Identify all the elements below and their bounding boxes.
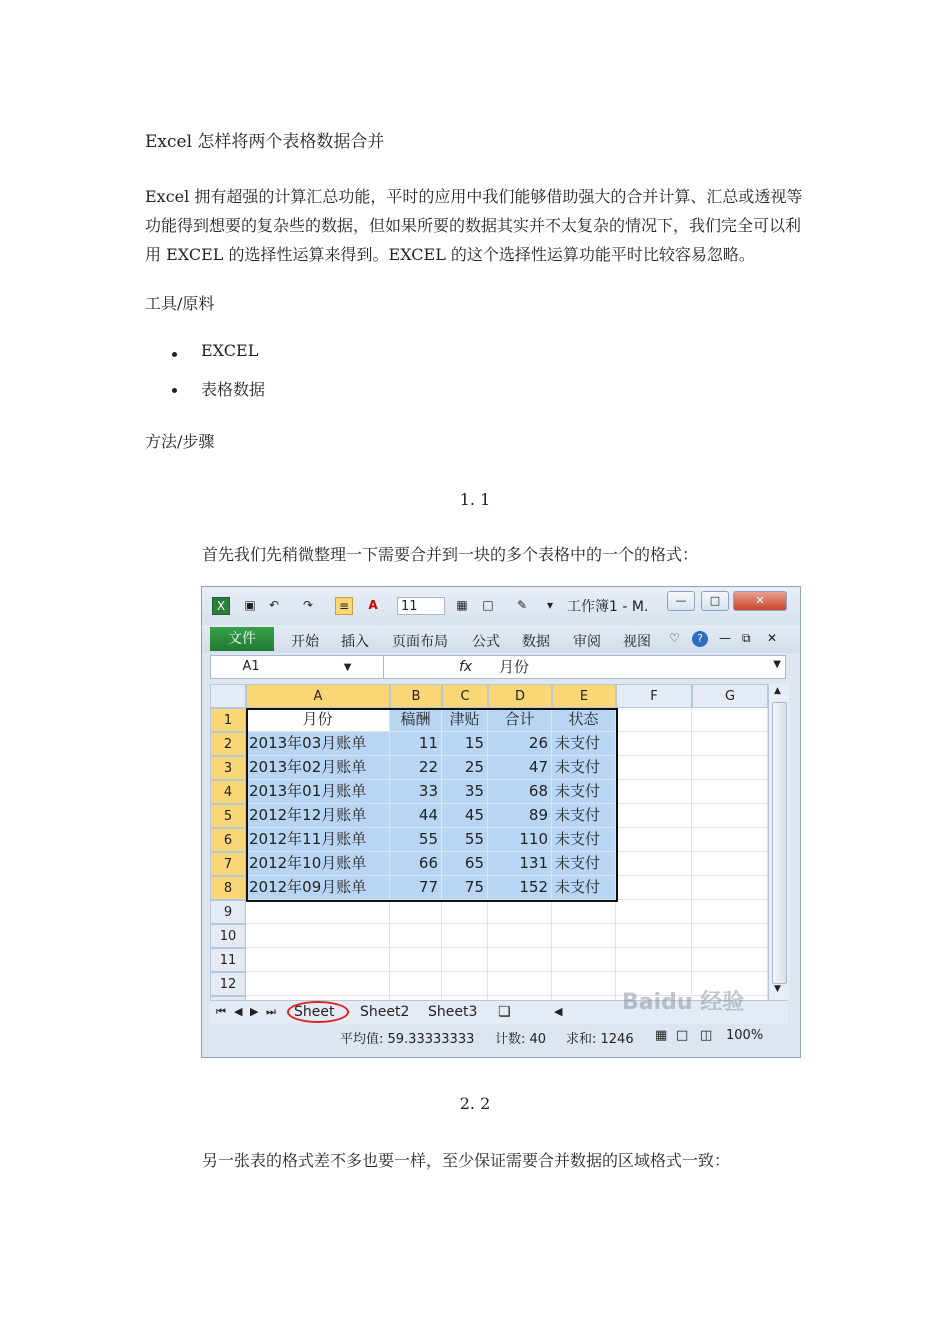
column-header[interactable]: G xyxy=(692,684,768,708)
cell[interactable]: 津贴 xyxy=(442,708,488,732)
column-header[interactable]: E xyxy=(552,684,616,708)
cell[interactable] xyxy=(616,828,692,852)
min-icon[interactable]: — xyxy=(719,631,731,645)
cell[interactable]: 47 xyxy=(488,756,552,780)
ribbon-collapse-icon[interactable]: ♡ xyxy=(669,631,680,645)
excel-screenshot xyxy=(201,586,801,1058)
cell[interactable]: 33 xyxy=(390,780,442,804)
row-header[interactable]: 7 xyxy=(210,852,246,876)
cell[interactable]: 35 xyxy=(442,780,488,804)
cell[interactable] xyxy=(246,972,390,996)
article-title: Excel 怎样将两个表格数据合并 xyxy=(145,132,385,152)
cell[interactable]: 22 xyxy=(390,756,442,780)
cell[interactable]: 2013年03月账单 xyxy=(246,732,390,756)
tab-home[interactable]: 开始 xyxy=(291,634,319,650)
next-sheet-icon[interactable]: ▶ xyxy=(250,1005,259,1018)
page-break-view-icon[interactable]: ◫ xyxy=(700,1028,713,1043)
last-sheet-icon[interactable]: ⏭ xyxy=(266,1005,276,1018)
column-header[interactable]: A xyxy=(246,684,390,708)
cell[interactable] xyxy=(442,924,488,948)
step-text: 首先我们先稍微整理一下需要合并到一块的多个表格中的一个的格式： xyxy=(202,545,699,564)
cell[interactable] xyxy=(552,900,616,924)
bullet-icon xyxy=(172,352,177,357)
cell[interactable] xyxy=(692,780,768,804)
tools-heading: 工具/原料 xyxy=(145,294,215,313)
cell[interactable]: 66 xyxy=(390,852,442,876)
help-icon[interactable]: ? xyxy=(692,631,708,647)
status-average: 平均值: 59.33333333 xyxy=(340,1032,475,1047)
cell[interactable]: 75 xyxy=(442,876,488,900)
cell[interactable] xyxy=(692,876,768,900)
normal-view-icon[interactable]: ▦ xyxy=(655,1028,668,1043)
step-number: 1. 1 xyxy=(459,490,491,509)
cell[interactable] xyxy=(442,972,488,996)
cell[interactable]: 未支付 xyxy=(552,852,616,876)
cell[interactable] xyxy=(692,852,768,876)
cell[interactable]: 77 xyxy=(390,876,442,900)
cell[interactable] xyxy=(488,924,552,948)
cell[interactable]: 2013年02月账单 xyxy=(246,756,390,780)
tab-page-layout[interactable]: 页面布局 xyxy=(392,634,448,650)
minimize-button[interactable]: — xyxy=(667,591,695,611)
row-header[interactable]: 1 xyxy=(210,708,246,732)
cell[interactable]: 26 xyxy=(488,732,552,756)
cell[interactable] xyxy=(616,780,692,804)
tab-insert[interactable]: 插入 xyxy=(341,634,369,650)
cell[interactable] xyxy=(692,732,768,756)
ribbon-tabs xyxy=(202,625,800,653)
column-header[interactable]: F xyxy=(616,684,692,708)
status-bar xyxy=(210,1024,788,1048)
step-text: 另一张表的格式差不多也要一样，至少保证需要合并数据的区域格式一致： xyxy=(202,1151,731,1170)
name-box[interactable] xyxy=(211,656,384,678)
cell[interactable]: 68 xyxy=(488,780,552,804)
tab-review[interactable]: 审阅 xyxy=(573,634,601,650)
cell[interactable] xyxy=(390,972,442,996)
restore-icon[interactable]: ⧉ xyxy=(742,631,751,645)
undo-icon[interactable]: ↶ xyxy=(268,598,280,612)
status-sum: 求和: 1246 xyxy=(566,1032,634,1047)
row-header[interactable]: 3 xyxy=(210,756,246,780)
cell[interactable] xyxy=(246,900,390,924)
cell[interactable]: 未支付 xyxy=(552,780,616,804)
row-header[interactable]: 10 xyxy=(210,924,246,948)
tab-formulas[interactable]: 公式 xyxy=(472,634,500,650)
scroll-left-icon[interactable]: ◀ xyxy=(554,1005,563,1018)
cell[interactable] xyxy=(246,948,390,972)
zoom-level[interactable]: 100% xyxy=(726,1028,764,1043)
formula-bar xyxy=(210,655,786,679)
bullet-icon xyxy=(172,388,177,393)
cell[interactable] xyxy=(442,900,488,924)
font-size-box[interactable]: 11 xyxy=(397,597,445,615)
scroll-up-icon[interactable]: ▲ xyxy=(774,686,781,696)
chevron-down-icon[interactable]: ▼ xyxy=(343,662,352,673)
maximize-button[interactable]: □ xyxy=(701,591,729,611)
tab-data[interactable]: 数据 xyxy=(522,634,550,650)
cell[interactable] xyxy=(488,900,552,924)
page-layout-view-icon[interactable]: □ xyxy=(676,1028,689,1043)
cell[interactable] xyxy=(692,900,768,924)
cell[interactable]: 152 xyxy=(488,876,552,900)
row-header[interactable]: 8 xyxy=(210,876,246,900)
border-icon[interactable]: □ xyxy=(482,598,494,612)
sheet-tab-2[interactable]: Sheet2 xyxy=(360,1004,410,1020)
first-sheet-icon[interactable]: ⏮ xyxy=(216,1005,226,1018)
cell[interactable]: 45 xyxy=(442,804,488,828)
cell[interactable] xyxy=(390,924,442,948)
cell[interactable]: 2012年10月账单 xyxy=(246,852,390,876)
sheet-tab-1[interactable]: Sheet xyxy=(294,1004,335,1020)
cell[interactable] xyxy=(616,804,692,828)
column-header[interactable]: B xyxy=(390,684,442,708)
intro-paragraph: Excel 拥有超强的计算汇总功能，平时的应用中我们能够借助强大的合并计算、汇总或透视等功能得到想要的复杂些的数据，但如果所要的数据其实并不太复杂的情况下，我们完全可以利用 EXCEL 的选择性运算来得到。EXCEL 的这个选择性运算功能平时比较容易忽略。 xyxy=(145,187,803,264)
baidu-watermark: Baidu 经验 xyxy=(622,990,745,1015)
list-item-label: EXCEL xyxy=(201,341,259,360)
save-icon[interactable]: ▣ xyxy=(244,598,256,612)
quick-access-toolbar xyxy=(202,587,800,625)
scroll-down-icon[interactable]: ▼ xyxy=(774,984,781,994)
cell[interactable]: 2012年11月账单 xyxy=(246,828,390,852)
list-item-label: 表格数据 xyxy=(201,380,266,399)
window-title: 工作簿1 - M. xyxy=(567,599,649,615)
select-all-corner[interactable] xyxy=(210,684,246,708)
cell[interactable]: 未支付 xyxy=(552,804,616,828)
cell[interactable]: 55 xyxy=(442,828,488,852)
fx-icon[interactable]: fx xyxy=(459,659,473,675)
vertical-scrollbar[interactable] xyxy=(768,684,789,1000)
cell[interactable] xyxy=(488,972,552,996)
column-header[interactable]: C xyxy=(442,684,488,708)
sheet-tab-3[interactable]: Sheet3 xyxy=(428,1004,478,1020)
cell[interactable] xyxy=(616,708,692,732)
cell[interactable] xyxy=(692,804,768,828)
cell[interactable] xyxy=(246,924,390,948)
cell[interactable] xyxy=(616,852,692,876)
cell[interactable]: 11 xyxy=(390,732,442,756)
cell[interactable]: 未支付 xyxy=(552,828,616,852)
redo-icon[interactable]: ↷ xyxy=(302,598,314,612)
cell[interactable] xyxy=(390,900,442,924)
cell[interactable]: 110 xyxy=(488,828,552,852)
cell[interactable]: 131 xyxy=(488,852,552,876)
row-header[interactable]: 11 xyxy=(210,948,246,972)
cell[interactable] xyxy=(616,948,692,972)
name-box-value: A1 xyxy=(242,659,260,674)
cell[interactable] xyxy=(692,948,768,972)
worksheet-grid[interactable] xyxy=(210,684,768,1000)
row-header[interactable]: 6 xyxy=(210,828,246,852)
cell[interactable]: 15 xyxy=(442,732,488,756)
table-icon[interactable]: ▦ xyxy=(456,598,468,612)
cell[interactable] xyxy=(616,924,692,948)
cell[interactable] xyxy=(552,948,616,972)
expand-formula-icon[interactable]: ▼ xyxy=(773,659,781,670)
cell[interactable] xyxy=(616,732,692,756)
cell[interactable]: 未支付 xyxy=(552,732,616,756)
align-icon[interactable]: ≡ xyxy=(335,597,353,615)
cell[interactable]: 2012年12月账单 xyxy=(246,804,390,828)
cell[interactable] xyxy=(442,948,488,972)
cell[interactable] xyxy=(552,972,616,996)
cell[interactable] xyxy=(390,948,442,972)
row-header[interactable]: 4 xyxy=(210,780,246,804)
cell[interactable]: 稿酬 xyxy=(390,708,442,732)
row-header[interactable]: 5 xyxy=(210,804,246,828)
cell[interactable] xyxy=(616,876,692,900)
close-workbook-icon[interactable]: ✕ xyxy=(767,631,778,645)
cell[interactable]: 44 xyxy=(390,804,442,828)
insert-sheet-icon[interactable]: ❏ xyxy=(498,1004,511,1020)
prev-sheet-icon[interactable]: ◀ xyxy=(234,1005,243,1018)
scroll-thumb[interactable] xyxy=(772,702,787,984)
method-heading: 方法/步骤 xyxy=(145,432,215,451)
cell[interactable] xyxy=(692,708,768,732)
cell[interactable]: 合计 xyxy=(488,708,552,732)
cell[interactable]: 89 xyxy=(488,804,552,828)
cell[interactable]: 55 xyxy=(390,828,442,852)
cell[interactable] xyxy=(692,756,768,780)
tab-file[interactable]: 文件 xyxy=(210,627,274,651)
row-header[interactable]: 2 xyxy=(210,732,246,756)
step-number: 2. 2 xyxy=(459,1094,491,1113)
cell[interactable] xyxy=(488,948,552,972)
row-header[interactable]: 12 xyxy=(210,972,246,996)
customize-icon[interactable]: ▾ xyxy=(546,598,554,612)
status-count: 计数: 40 xyxy=(495,1032,547,1047)
formula-input[interactable]: 月份 xyxy=(499,658,530,676)
cell[interactable]: 未支付 xyxy=(552,756,616,780)
brush-icon[interactable]: ✎ xyxy=(516,598,528,612)
cell[interactable] xyxy=(616,900,692,924)
tab-view[interactable]: 视图 xyxy=(623,634,651,650)
cell[interactable]: 2013年01月账单 xyxy=(246,780,390,804)
cell[interactable] xyxy=(552,924,616,948)
cell[interactable]: 月份 xyxy=(246,708,390,732)
close-button[interactable]: ✕ xyxy=(733,591,787,611)
cell[interactable] xyxy=(692,924,768,948)
column-header[interactable]: D xyxy=(488,684,552,708)
cell[interactable]: 状态 xyxy=(552,708,616,732)
excel-logo-icon: X xyxy=(212,597,230,615)
cell[interactable]: 25 xyxy=(442,756,488,780)
cell[interactable] xyxy=(616,756,692,780)
cell[interactable] xyxy=(692,828,768,852)
cell[interactable]: 65 xyxy=(442,852,488,876)
row-header[interactable]: 9 xyxy=(210,900,246,924)
font-color-icon[interactable]: A xyxy=(368,598,378,612)
cell[interactable]: 2012年09月账单 xyxy=(246,876,390,900)
cell[interactable]: 未支付 xyxy=(552,876,616,900)
